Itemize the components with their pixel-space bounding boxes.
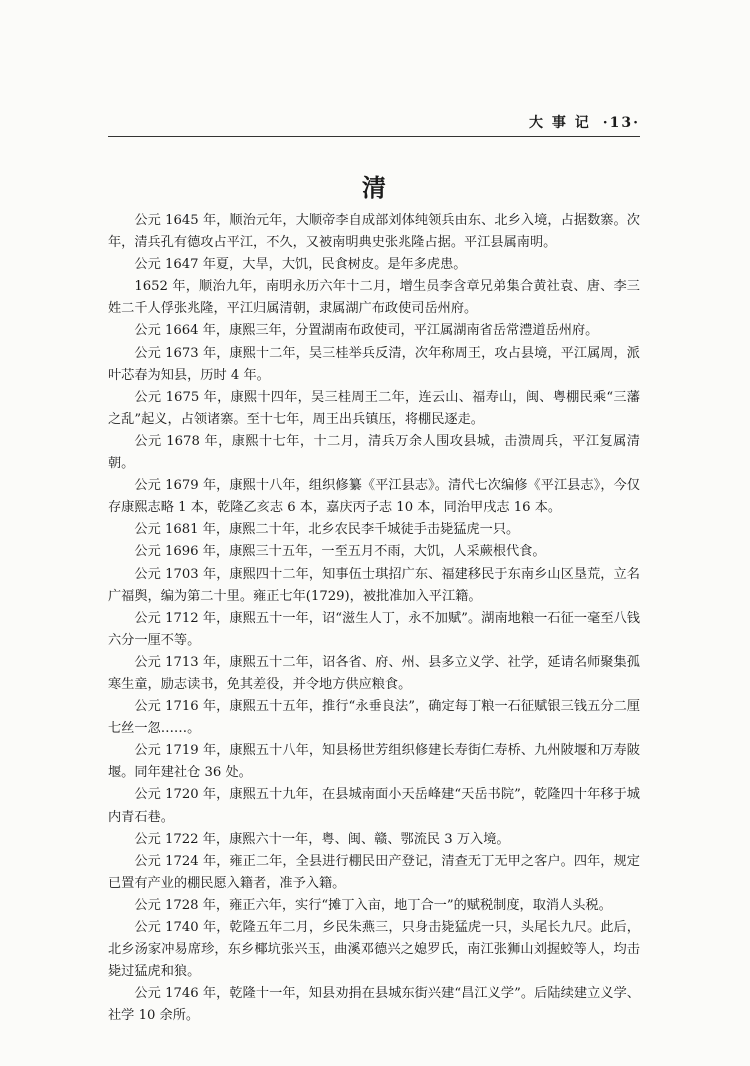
chronicle-entry: 公元 1712 年，康熙五十一年，诏“滋生人丁，永不加赋”。湖南地粮一石征一毫至八钱六分一厘不等。 — [108, 610, 640, 648]
chronicle-entry: 公元 1647 年夏，大旱，大饥，民食树皮。是年多虎患。 — [134, 257, 467, 273]
running-header — [529, 112, 640, 132]
chronicle-entry: 公元 1664 年，康熙三年，分置湖南布政使司，平江属湖南省岳常澧道岳州府。 — [134, 323, 599, 339]
chronicle-body — [108, 210, 640, 1027]
chronicle-entry: 公元 1673 年，康熙十二年，吴三桂举兵反清，次年称周王，攻占县境，平江属周，派叶芯春为知县，历时 4 年。 — [108, 345, 640, 383]
chronicle-entry: 公元 1681 年，康熙二十年，北乡农民李千城徒手击毙猛虎一只。 — [134, 522, 520, 538]
chronicle-entry: 公元 1740 年，乾隆五年二月，乡民朱燕三，只身击毙猛虎一只，头尾长九尺。此后，北乡汤家冲易席珍，东乡椰坑张兴玉，曲溪邓德兴之媳罗氏，南江张狮山刘握蛟等人，均击毙过猛虎和狼。 — [108, 920, 640, 980]
chronicle-entry: 公元 1724 年，雍正二年，全县进行棚民田产登记，清查无丁无甲之客户。四年，规定已置有产业的棚民愿入籍者，准予入籍。 — [108, 853, 640, 891]
chronicle-entry: 公元 1645 年，顺治元年，大顺帝李自成部刘体纯领兵由东、北乡入境，占据数寨。次年，清兵孔有德攻占平江，不久，又被南明典史张兆隆占据。平江县属南明。 — [108, 213, 640, 251]
chronicle-entry: 公元 1696 年，康熙三十五年，一至五月不雨，大饥，人采蕨根代食。 — [134, 544, 546, 560]
chronicle-entry: 公元 1675 年，康熙十四年，吴三桂周王二年，连云山、福寿山，闽、粤棚民乘“三藩之乱”起义，占领诸寨。至十七年，周王出兵镇压，将棚民逐走。 — [108, 389, 640, 427]
chronicle-entry: 公元 1722 年，康熙六十一年，粤、闽、赣、鄂流民 3 万入境。 — [134, 831, 510, 847]
chronicle-entry: 1652 年，顺治九年，南明永历六年十二月，增生员李含章兄弟集合黄社袁、唐、李三姓二千人俘张兆隆，平江归属清朝，隶属湖广布政使司岳州府。 — [108, 279, 640, 317]
chronicle-entry: 公元 1746 年，乾隆十一年，知县劝捐在县城东街兴建“昌江义学”。后陆续建立义学、社学 10 余所。 — [108, 986, 640, 1024]
chronicle-entry: 公元 1716 年，康熙五十五年，推行“永垂良法”，确定每丁粮一石征赋银三钱五分二厘七丝一忽……。 — [108, 699, 640, 737]
page-number: ·13· — [602, 115, 640, 131]
header-rule — [108, 136, 640, 137]
chronicle-entry: 公元 1720 年，康熙五十九年，在县城南面小天岳峰建“天岳书院”，乾隆四十年移于城内青石巷。 — [108, 787, 640, 825]
chronicle-entry: 公元 1719 年，康熙五十八年，知县杨世芳组织修建长寿街仁寿桥、九州陂堰和万寿陂堰。同年建社仓 36 处。 — [108, 743, 640, 781]
section-title: 清 — [362, 173, 388, 202]
chronicle-entry: 公元 1728 年，雍正六年，实行“摊丁入亩，地丁合一”的赋税制度，取消人头税。 — [134, 897, 612, 913]
section-name: 大 事 记 — [529, 115, 591, 131]
chronicle-entry: 公元 1703 年，康熙四十二年，知事伍士琪招广东、福建移民于东南乡山区垦荒，立名广福舆，编为第二十里。雍正七年(1729)，被批准加入平江籍。 — [108, 566, 640, 604]
chronicle-entry: 公元 1678 年，康熙十七年，十二月，清兵万余人围攻县城，击溃周兵，平江复属清朝。 — [108, 433, 640, 472]
chronicle-entry: 公元 1679 年，康熙十八年，组织修纂《平江县志》。清代七次编修《平江县志》，今仅存康熙志略 1 本，乾隆乙亥志 6 本，嘉庆丙子志 10 本，同治甲戌志 16 本。 — [108, 478, 640, 516]
chronicle-entry: 公元 1713 年，康熙五十二年，诏各省、府、州、县多立义学、社学，延请名师聚集孤寒生童，励志读书，免其差役，并令地方供应粮食。 — [108, 654, 640, 692]
